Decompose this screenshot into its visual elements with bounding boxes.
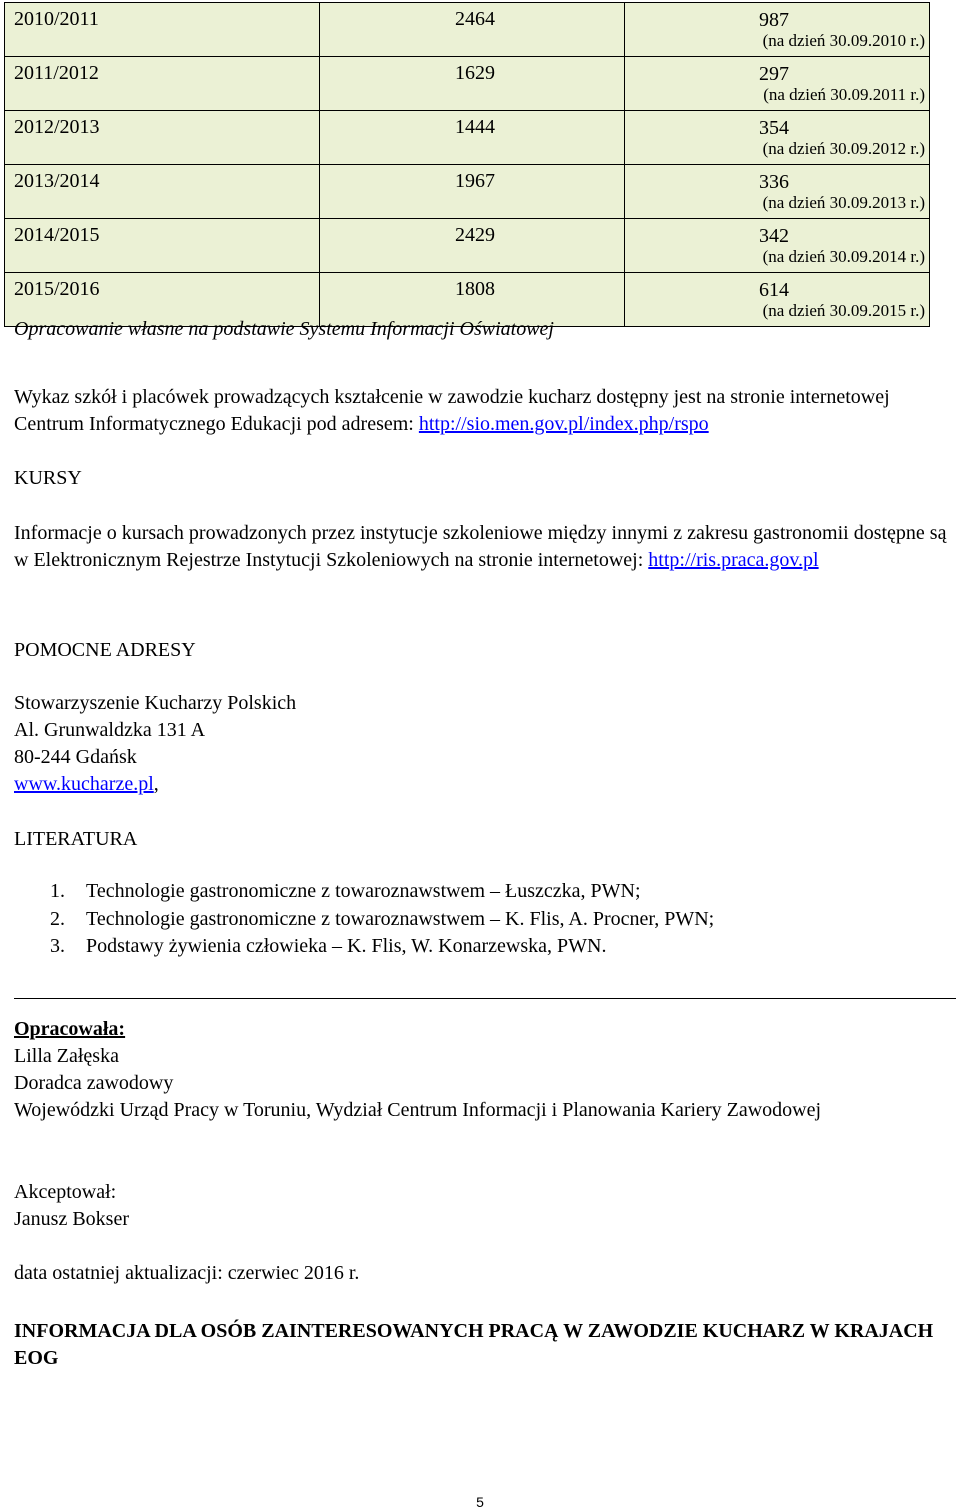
list-item-text: Podstawy żywienia człowieka – K. Flis, W. Konarzewska, PWN. [86,935,607,957]
value-cell [625,165,930,219]
value-date-note: (na dzień 30.09.2013 r.) [762,193,925,212]
kursy-text: Informacje o kursach prowadzonych przez instytucje szkoleniowe między innymi z zakresu gastronomii dostępne są w Elektronicznym Rejestrze Instytucji Szkoleniowych na stronie internetowej: [14,522,947,571]
list-item-text: Technologie gastronomiczne z towaroznawstwem – K. Flis, A. Procner, PWN; [86,907,715,930]
address-web-suffix: , [153,773,159,795]
count-cell: 1444 [320,111,625,165]
school-year-cell: 2015/2016 [5,273,320,327]
value-date-note: (na dzień 30.09.2011 r.) [763,85,925,104]
table-row [5,57,930,111]
value-cell [625,57,930,111]
address-block [14,690,296,798]
page-number: 5 [476,1494,484,1510]
value-cell [625,273,930,327]
literatura-heading: LITERATURA [14,828,138,850]
list-item [14,878,714,906]
table-row [5,111,930,165]
approver-label: Akceptował: [14,1181,117,1203]
divider [14,998,956,999]
value-cell [625,3,930,57]
value-number: 987 [759,9,789,31]
schools-paragraph [14,384,954,438]
kursy-paragraph [14,520,954,574]
address-web [14,771,296,798]
address-city: 80-244 Gdańsk [14,746,137,768]
info-heading: INFORMACJA DLA OSÓB ZAINTERESOWANYCH PRACĄ W ZAWODZIE KUCHARZ W KRAJACH EOG [14,1320,934,1369]
author-office: Wojewódzki Urząd Pracy w Toruniu, Wydział Centrum Informacji i Planowania Kariery Zawodowej [14,1099,822,1121]
count-cell: 2464 [320,3,625,57]
value-date-note: (na dzień 30.09.2015 r.) [762,301,925,320]
address-street: Al. Grunwaldzka 131 A [14,719,206,741]
list-item [14,933,714,961]
value-number: 297 [759,63,789,85]
value-number: 342 [759,225,789,247]
table-row [5,219,930,273]
approver-name: Janusz Bokser [14,1208,129,1230]
value-cell [625,111,930,165]
author-label: Opracowała: [14,1018,126,1040]
list-item [14,906,714,934]
count-cell: 1967 [320,165,625,219]
list-item-number: 1. [50,880,65,902]
author-name: Lilla Załęska [14,1045,119,1067]
value-number: 336 [759,171,789,193]
count-cell: 2429 [320,219,625,273]
value-date-note: (na dzień 30.09.2010 r.) [762,31,925,50]
school-year-cell: 2012/2013 [5,111,320,165]
address-org: Stowarzyszenie Kucharzy Polskich [14,692,297,714]
approver-block [14,1179,129,1233]
table-row [5,165,930,219]
list-item-text: Technologie gastronomiczne z towaroznawstwem – Łuszczka, PWN; [86,880,641,902]
ris-link[interactable]: http://ris.praca.gov.pl [648,549,819,571]
value-number: 614 [759,279,789,301]
author-block [14,1016,914,1124]
author-role: Doradca zawodowy [14,1072,174,1094]
count-cell: 1808 [320,273,625,327]
value-date-note: (na dzień 30.09.2014 r.) [762,247,925,266]
school-year-cell: 2011/2012 [5,57,320,111]
school-year-cell: 2013/2014 [5,165,320,219]
table-source-note: Opracowanie własne na podstawie Systemu Informacji Oświatowej [14,318,554,340]
list-item-number: 3. [50,935,65,957]
table-row [5,3,930,57]
count-cell: 1629 [320,57,625,111]
list-item-number: 2. [50,907,65,930]
kursy-heading: KURSY [14,467,82,489]
value-date-note: (na dzień 30.09.2012 r.) [762,139,925,158]
value-cell [625,219,930,273]
kucharze-link[interactable]: www.kucharze.pl [14,773,154,795]
update-date: data ostatniej aktualizacji: czerwiec 2016 r. [14,1262,360,1284]
value-number: 354 [759,117,789,139]
sio-link[interactable]: http://sio.men.gov.pl/index.php/rspo [418,413,709,435]
literature-list [14,878,714,961]
schools-text: Wykaz szkół i placówek prowadzących kształcenie w zawodzie kucharz dostępny jest na stronie internetowej Centrum Informatycznego Edukacji pod adresem: [14,386,890,435]
statistics-table [4,2,930,327]
school-year-cell: 2010/2011 [5,3,320,57]
adresy-heading: POMOCNE ADRESY [14,639,196,661]
school-year-cell: 2014/2015 [5,219,320,273]
